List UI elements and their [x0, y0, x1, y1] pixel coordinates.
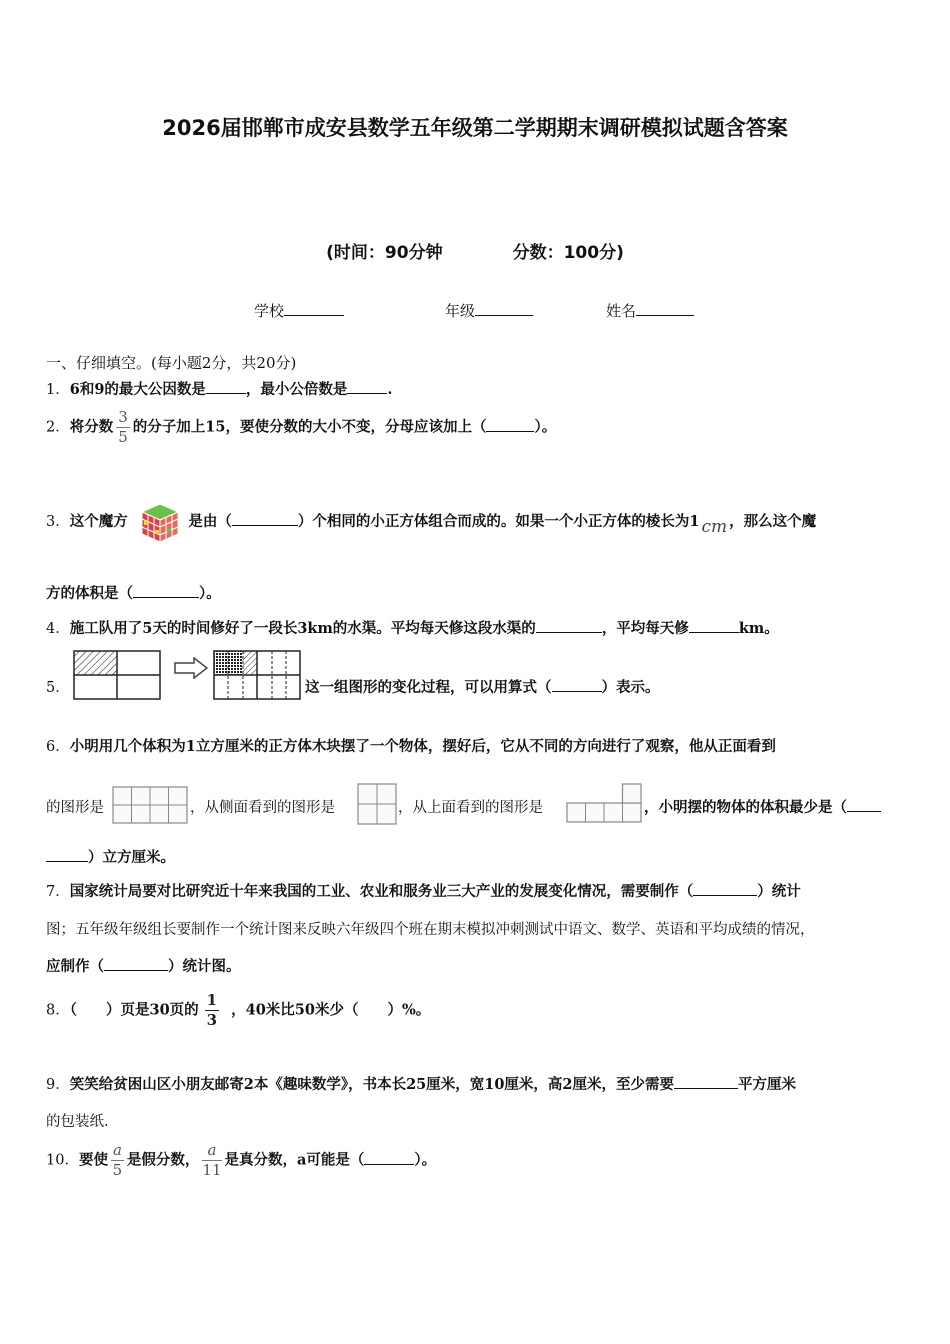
q4-number: 4． — [46, 621, 70, 637]
q7-blank-2[interactable] — [104, 956, 168, 971]
rubiks-cube-icon — [138, 500, 182, 544]
q1-text-a: 6和9的最大公因数是 — [69, 381, 206, 398]
q3-line2-b: ）。 — [199, 585, 221, 602]
q1-text-b: ，最小公倍数是 — [245, 381, 348, 398]
question-5-number: 5． — [46, 680, 70, 696]
q4-text-c: km。 — [738, 620, 779, 637]
q6-end — [644, 796, 881, 817]
q3-unit: cm — [701, 517, 728, 537]
q10-f1-numerator: a — [112, 1141, 122, 1159]
question-10 — [46, 1143, 436, 1178]
q6-side-view — [357, 783, 397, 825]
q6-front-view — [112, 786, 188, 824]
q9-line1-a: 笑笑给贫困山区小朋友邮寄2本《趣味数学》，书本长25厘米，宽10厘米，高2厘米，至少需要 — [69, 1076, 675, 1093]
q3-blank-volume[interactable] — [133, 583, 199, 598]
q8-text-a: （ ）页是30页的 — [69, 1001, 199, 1019]
q3-pre: 这个魔方 — [69, 513, 128, 530]
school-field[interactable] — [254, 300, 344, 321]
q6-line3-text: ）立方厘米。 — [88, 849, 175, 866]
q4-text-b: ，平均每天修 — [601, 620, 689, 637]
question-6 — [46, 735, 776, 756]
q9-number: 9． — [46, 1077, 70, 1093]
total-score: 分数：100分) — [512, 243, 624, 263]
question-8 — [46, 993, 430, 1028]
q5-figure-after — [213, 650, 301, 700]
q9-line2: 的包装纸. — [46, 1114, 109, 1130]
question-1 — [46, 378, 392, 399]
q10-close: ）。 — [414, 1151, 437, 1169]
grade-field[interactable] — [445, 300, 533, 321]
question-9 — [46, 1073, 796, 1094]
q6-end-text: ，小明摆的物体的体积最少是（ — [644, 799, 847, 816]
q2-frac-numerator: 3 — [118, 408, 128, 426]
q7-line3-b: ）统计图。 — [168, 958, 241, 975]
right-arrow-icon — [174, 657, 208, 679]
question-3 — [46, 500, 816, 544]
q4-blank-km[interactable] — [689, 618, 739, 633]
q8-text-b: ，40米比50米少（ ）%。 — [231, 1001, 431, 1019]
q7-number: 7． — [46, 884, 70, 900]
q9-line1-b: 平方厘米 — [738, 1076, 797, 1093]
section-heading: 一、仔细填空。(每小题2分，共20分) — [46, 354, 297, 372]
q2-frac-denominator: 5 — [118, 428, 128, 446]
q10-fraction-1 — [111, 1143, 124, 1178]
q2-number: 2． — [46, 419, 70, 436]
q9-blank[interactable] — [674, 1074, 738, 1089]
q7-line1-b: ）统计 — [757, 883, 801, 900]
grade-blank[interactable] — [475, 301, 533, 316]
question-4 — [46, 617, 779, 638]
name-label: 姓名 — [606, 302, 637, 320]
q3-post: ，那么这个魔 — [729, 513, 817, 530]
q8-fraction — [205, 993, 219, 1028]
q8-frac-numerator: 1 — [206, 991, 218, 1009]
q6-front-label: 的图形是 — [46, 800, 104, 816]
name-field[interactable] — [606, 300, 694, 321]
q1-blank-gcd[interactable] — [206, 379, 246, 394]
q7-line3 — [46, 955, 241, 976]
q3-number: 3． — [46, 514, 70, 530]
school-blank[interactable] — [284, 301, 344, 316]
q3-line2-a: 方的体积是（ — [46, 585, 133, 602]
q6-side-label: ，从侧面看到的图形是 — [190, 800, 335, 816]
q6-blank-part2[interactable] — [46, 847, 88, 862]
q3-mid: 是由（ — [188, 513, 232, 530]
q10-f2-numerator: a — [207, 1141, 217, 1159]
q1-blank-lcm[interactable] — [347, 379, 387, 394]
q10-f2-denominator: 11 — [202, 1161, 222, 1179]
q7-line3-a: 应制作（ — [46, 958, 104, 975]
q2-close: ）。 — [534, 418, 557, 436]
q6-line3 — [46, 846, 175, 867]
q1-text-c: . — [387, 381, 393, 398]
q10-number: 10． — [46, 1152, 79, 1169]
q2-post: 的分子加上15，要使分数的大小不变，分母应该加上（ — [132, 418, 487, 436]
q4-blank-fraction[interactable] — [536, 618, 602, 633]
question-2 — [46, 410, 556, 445]
q6-number: 6． — [46, 739, 70, 755]
q5-text-b: ）表示。 — [601, 679, 660, 696]
school-label: 学校 — [254, 302, 285, 320]
q10-f1-denominator: 5 — [112, 1161, 123, 1179]
q10-pre: 要使 — [78, 1151, 108, 1169]
q6-top-label: ，从上面看到的图形是 — [398, 800, 543, 816]
q4-text-a: 施工队用了5天的时间修好了一段长3km的水渠。平均每天修这段水渠的 — [69, 620, 536, 637]
q7-line1-a: 国家统计局要对比研究近十年来我国的工业、农业和服务业三大产业的发展变化情况，需要制作（ — [69, 883, 694, 900]
q10-post: 是真分数，a可能是（ — [224, 1151, 365, 1169]
page-title: 2026届邯郸市成安县数学五年级第二学期期末调研模拟试题含答案 — [162, 116, 788, 140]
grade-label: 年级 — [445, 302, 476, 320]
question-5-text — [305, 676, 660, 697]
exam-meta — [0, 238, 950, 263]
q1-number: 1． — [46, 382, 70, 398]
q8-number: 8． — [46, 1002, 70, 1019]
q10-mid: 是假分数， — [126, 1151, 200, 1169]
q2-blank[interactable] — [486, 417, 534, 432]
q5-blank[interactable] — [552, 677, 602, 692]
q7-blank-1[interactable] — [693, 881, 757, 896]
q5-text-a: 这一组图形的变化过程，可以用算式（ — [305, 679, 552, 696]
q3-mid2: ）个相同的小正方体组合而成的。如果一个小正方体的棱长为1 — [297, 513, 700, 530]
q2-pre: 将分数 — [69, 418, 114, 436]
q6-top-view — [566, 783, 642, 823]
q3-blank-count[interactable] — [232, 511, 298, 526]
q6-blank-part1[interactable] — [847, 797, 881, 812]
q5-figure-before — [73, 650, 161, 700]
question-7 — [46, 880, 801, 901]
q8-frac-denominator: 3 — [206, 1011, 218, 1029]
q2-fraction — [116, 410, 130, 445]
q10-fraction-2 — [202, 1143, 221, 1178]
q6-line1: 小明用几个体积为1立方厘米的正方体木块摆了一个物体，摆好后，它从不同的方向进行了观察，他从正面看到 — [69, 738, 776, 755]
name-blank[interactable] — [636, 301, 694, 316]
q10-blank[interactable] — [364, 1150, 414, 1165]
q7-line2: 图；五年级年级组长要制作一个统计图来反映六年级四个班在期末模拟冲刺测试中语文、数学、英语和平均成绩的情况， — [46, 922, 815, 938]
question-3-line2 — [46, 582, 221, 603]
time-limit: (时间：90分钟 — [326, 243, 443, 263]
